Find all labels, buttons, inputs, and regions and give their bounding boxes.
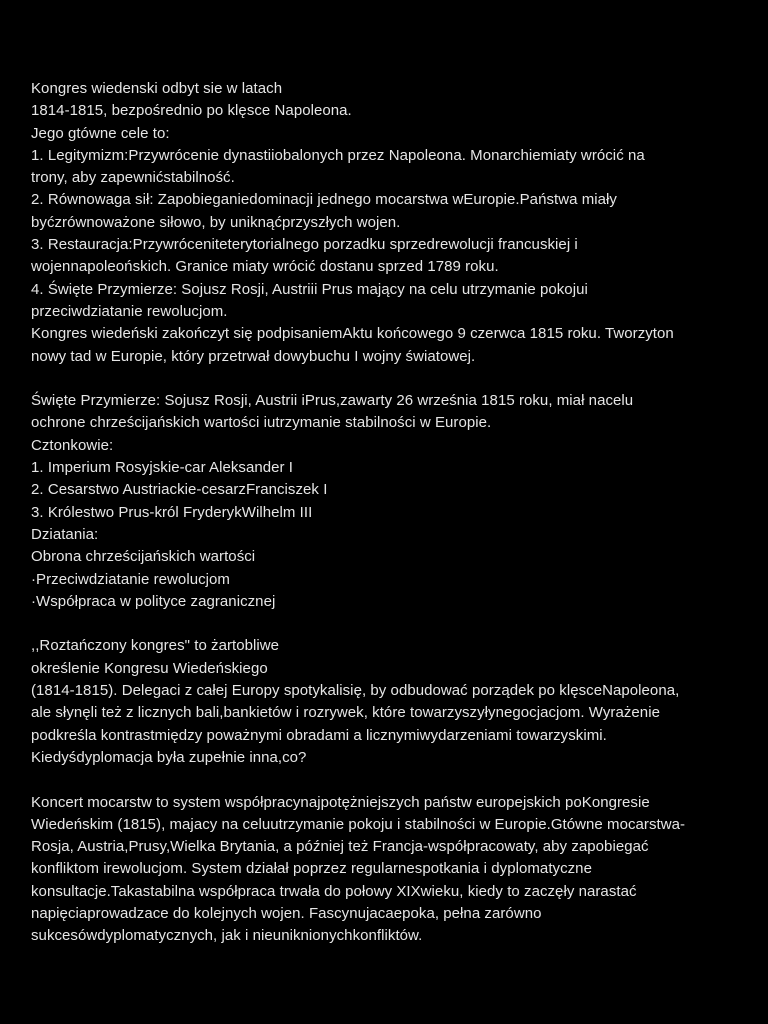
text-line: 2. Równowaga sił: Zapobieganiedominacji jednego mocarstwa wEuropie.Państwa miały — [31, 191, 617, 209]
text-line: 4. Święte Przymierze: Sojusz Rosji, Austriii Prus mający na celu utrzymanie pokojui — [31, 280, 588, 298]
text-line: 3. Restauracja:Przywróceniteterytorialnego porzadku sprzedrewolucji francuskiej i — [31, 236, 578, 254]
paragraph — [31, 792, 743, 948]
text-line: Jego gtówne cele to: — [31, 124, 170, 142]
text-line: Kiedyśdyplomacja była zupełnie inna,co? — [31, 748, 307, 766]
paragraph-gap — [31, 368, 743, 390]
text-line: Święte Przymierze: Sojusz Rosji, Austrii iPrus,zawarty 26 września 1815 roku, miał nacelu — [31, 392, 634, 410]
text-line: wojennapoleońskich. Granice miaty wrócić dostanu sprzed 1789 roku. — [31, 258, 499, 276]
note-text[interactable] — [31, 78, 743, 948]
text-line: trony, aby zapewnićstabilność. — [31, 169, 235, 187]
text-line: Dziatania: — [31, 525, 99, 543]
text-line: Kongres wiedenski odbyt sie w latach — [31, 80, 283, 97]
text-line: ·Przeciwdziatanie rewolucjom — [31, 570, 230, 588]
text-line: sukcesówdyplomatycznych, jak i nieuniknionychkonfliktów. — [31, 927, 423, 945]
paragraph — [31, 390, 743, 613]
text-line: podkreśla kontrastmiędzy poważnymi obradami a licznymiwydarzeniami towarzyskimi. — [31, 726, 607, 744]
paragraph-gap — [31, 613, 743, 635]
text-line: określenie Kongresu Wiedeńskiego — [31, 659, 268, 677]
text-line: konfliktom irewolucjom. System działał poprzez regularnespotkania i dyplomatyczne — [31, 860, 592, 878]
text-line: byćzrównoważone siłowo, by uniknąćprzyszłych wojen. — [31, 213, 401, 231]
text-line: Kongres wiedeński zakończyt się podpisaniemAktu końcowego 9 czerwca 1815 roku. Tworzyton — [31, 325, 674, 343]
text-line: (1814-1815). Delegaci z całej Europy spotykalisię, by odbudować porządek po klęsceNapoleona, — [31, 682, 680, 700]
text-line: przeciwdziatanie rewolucjom. — [31, 302, 228, 320]
text-line: Rosja, Austria,Prusy,Wielka Brytania, a później też Francja-współpracowaty, aby zapobiegać — [31, 838, 649, 856]
text-line: ,,Roztańczony kongres" to żartobliwe — [31, 637, 280, 655]
text-line: Cztonkowie: — [31, 436, 114, 454]
text-line: 3. Królestwo Prus-król FryderykWilhelm III — [31, 503, 313, 521]
text-line: ochrone chrześcijańskich wartości iutrzymanie stabilności w Europie. — [31, 414, 492, 432]
paragraph — [31, 78, 743, 368]
text-line: Obrona chrześcijańskich wartości — [31, 548, 256, 566]
paragraph-gap — [31, 769, 743, 791]
text-line: ·Współpraca w polityce zagranicznej — [31, 592, 276, 610]
text-line: napięciaprowadzace do kolejnych wojen. Fascynujacaepoka, pełna zarówno — [31, 904, 542, 922]
paragraph — [31, 635, 743, 769]
text-line: Koncert mocarstw to system współpracynajpotężniejszych państw europejskich poKongresie — [31, 793, 650, 811]
text-line: 1. Imperium Rosyjskie-car Aleksander I — [31, 459, 293, 477]
text-line: ale słynęli też z licznych bali,bankietów i rozrywek, które towarzyszyłynegocjacjom. Wyrażenie — [31, 704, 660, 722]
text-line: Wiedeńskim (1815), majacy na celuutrzymanie pokoju i stabilności w Europie.Gtówne mocarstwa- — [31, 815, 686, 833]
text-line: 2. Cesarstwo Austriackie-cesarzFranciszek I — [31, 481, 328, 499]
text-line: 1814-1815, bezpośrednio po klęsce Napoleona. — [31, 102, 352, 120]
text-line: 1. Legitymizm:Przywrócenie dynastiiobalonych przez Napoleona. Monarchiemiaty wrócić na — [31, 146, 645, 164]
text-line: konsultacje.Takastabilna współpraca trwała do połowy XIXwieku, kiedy to zaczęły narastać — [31, 882, 637, 900]
text-line: nowy tad w Europie, który przetrwał dowybuchu I wojny światowej. — [31, 347, 476, 365]
